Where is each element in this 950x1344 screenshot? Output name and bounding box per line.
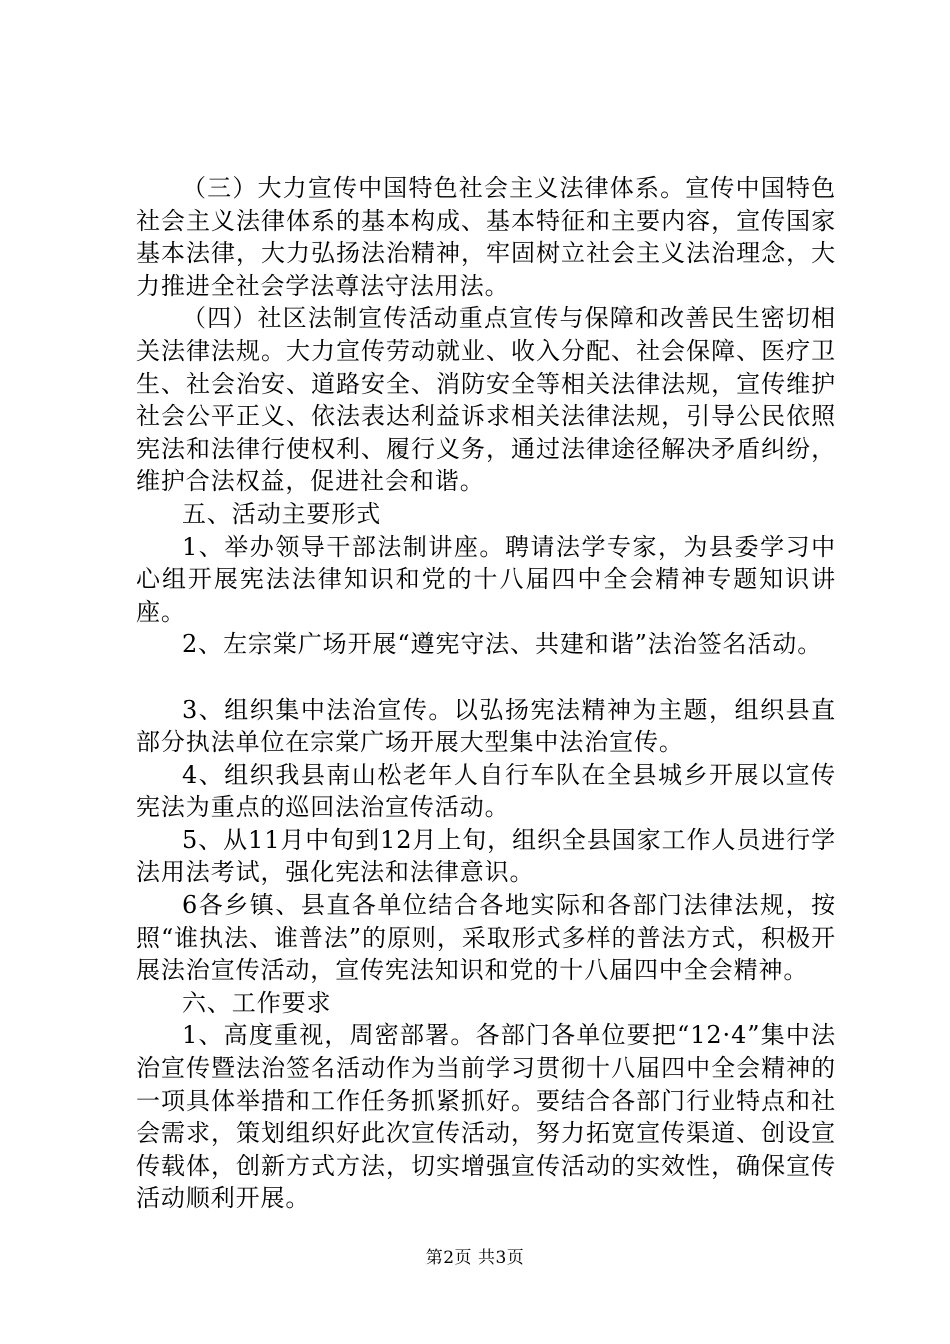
paragraph-law-system: （三）大力宣传中国特色社会主义法律体系。宣传中国特色社会主义法律体系的基本构成、基本特征和主要内容，宣传国家基本法律，大力弘扬法治精神，牢固树立社会主义法治理念，大力推进全社会学法尊法守法用法。: [136, 174, 836, 300]
list-item-centralized-publicity: 3、组织集中法治宣传。以弘扬宪法精神为主题，组织县直部分执法单位在宗棠广场开展大型集中法治宣传。: [136, 695, 836, 757]
list-item-units-publicity: 6各乡镇、县直各单位结合各地实际和各部门法律法规，按照“谁执法、谁普法”的原则，采取形式多样的普法方式，积极开展法治宣传活动，宣传宪法知识和党的十八届四中全会精神。: [136, 891, 836, 985]
list-item-attention: 1、高度重视，周密部署。各部门各单位要把“12·4”集中法治宣传暨法治签名活动作为当前学习贯彻十八届四中全会精神的一项具体举措和工作任务抓紧抓好。要结合各部门行业特点和社会需求，策划组织好此次宣传活动，努力拓宽宣传渠道、创设宣传载体，创新方式方法，切实增强宣传活动的实效性，确保宣传活动顺利开展。: [136, 1021, 836, 1213]
page-footer: 第2页 共3页: [425, 1248, 525, 1268]
list-item-exam: 5、从11月中旬到12月上旬，组织全县国家工作人员进行学法用法考试，强化宪法和法律意识。: [136, 825, 836, 887]
list-item-signature-activity: 2、左宗棠广场开展“遵宪守法、共建和谐”法治签名活动。: [182, 630, 823, 659]
list-item-lecture: 1、举办领导干部法制讲座。聘请法学专家，为县委学习中心组开展宪法法律知识和党的十八届四中全会精神专题知识讲座。: [136, 532, 836, 626]
blank-line: [136, 661, 836, 694]
section-heading-activity-forms: 五、活动主要形式: [182, 499, 382, 528]
paragraph-community-publicity: （四）社区法制宣传活动重点宣传与保障和改善民生密切相关法律法规。大力宣传劳动就业、收入分配、社会保障、医疗卫生、社会治安、道路安全、消防安全等相关法律法规，宣传维护社会公平正义、依法表达利益诉求相关法律法规，引导公民依照宪法和法律行使权利、履行义务，通过法律途径解决矛盾纠纷，维护合法权益，促进社会和谐。: [136, 304, 836, 496]
list-item-bicycle-team: 4、组织我县南山松老年人自行车队在全县城乡开展以宣传宪法为重点的巡回法治宣传活动。: [136, 760, 836, 822]
section-heading-requirements: 六、工作要求: [182, 988, 332, 1017]
document-body: [136, 172, 836, 1215]
